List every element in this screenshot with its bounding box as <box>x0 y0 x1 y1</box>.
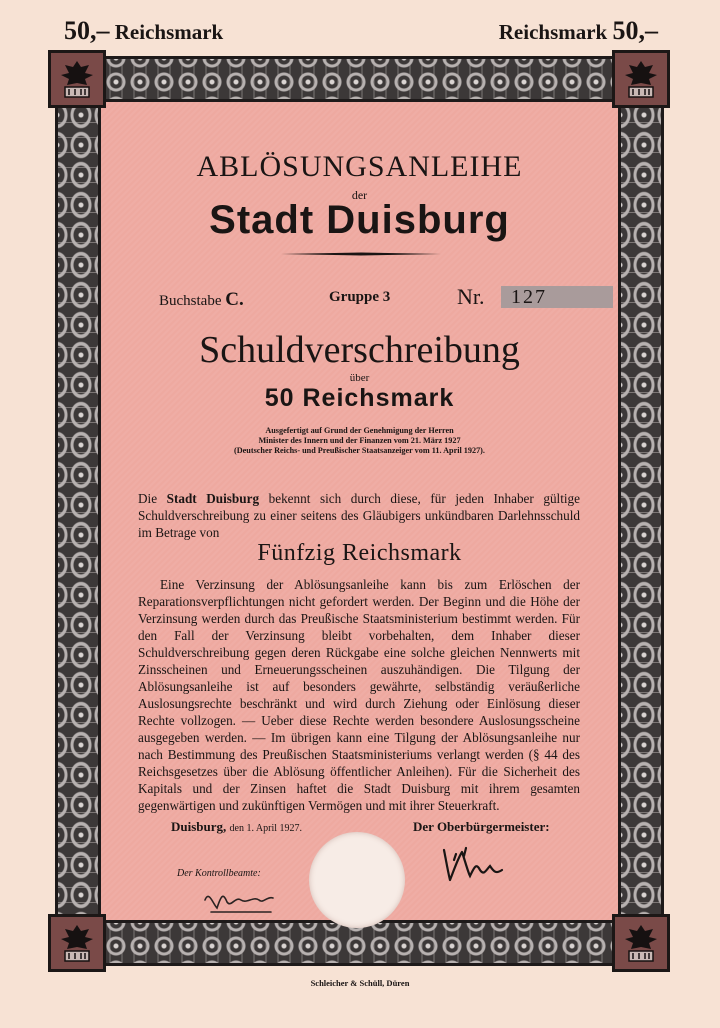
serial-number: 127 <box>501 286 613 308</box>
group-value: 3 <box>382 289 391 305</box>
document-type: Schuldverschreibung <box>199 329 520 371</box>
embossed-seal <box>309 832 405 928</box>
over-word: über <box>349 372 370 384</box>
decorative-rule <box>281 252 441 256</box>
issuer-name: Stadt Duisburg <box>209 198 510 242</box>
authorization-note-line: Minister des Innern und der Finanzen vom 21. März 1927 <box>258 436 461 445</box>
terms-paragraph: Eine Verzinsung der Ablösungsanleihe kann bis zum Erlöschen der Reparationsverpflichtungen nicht gefordert werden. Der Beginn und die Höhe der Verzinsung werden durch das Preußische Staatsministerium bestimmt werden. Für den Fall der Verzinsung bleibt vorbehalten, dem Inhaber dieser Schuldverschreibung gegen deren Rückgabe eine solche gleichen Nennwerts mit Zinsscheinen und Erneuerungsscheinen auszuhändigen. Die Tilgung der Ablösungsanleihe ist auf besonders gewährte, selbständig veräußerliche Auslosungsrechte beschränkt und wird durch Ziehung oder Einlösung dieser Rechte vollzogen. — Ueber diese Rechte werden besondere Auslosungsscheine ausgegeben werden. — Im übrigen kann eine Tilgung der Ablösungsanleihe nur nach Bestimmung des Preußischen Staatsministeriums verlangt werden (§ 44 des Reichsgesetzes über die Ablösung öffentlicher Anleihen). Für die Sicherheit des Kapitals und der Zinsen haftet die Stadt Duisburg mit ihrem gesamten gegenwärtigen und zukünftigen Vermögen und mit ihrer Steuerkraft. <box>138 577 580 813</box>
authorization-note-line: (Deutscher Reichs- und Preußischer Staatsanzeiger vom 11. April 1927). <box>234 446 485 455</box>
controller-signature <box>201 882 281 918</box>
group-field: Gruppe 3 <box>329 289 391 305</box>
ornamental-border-right <box>618 100 664 922</box>
intro-paragraph: Die Stadt Duisburg bekennt sich durch diese, für jeden Inhaber gültige Schuldverschreibung zu einer seitens des Gläubigers unkündbaren Darlehnsschuld im Betrage von <box>138 491 580 540</box>
identifier-row <box>159 284 579 312</box>
coat-of-arms-icon <box>48 914 106 972</box>
mayor-signature <box>436 840 516 886</box>
amount-in-words: Fünfzig Reichsmark <box>257 540 462 566</box>
coat-of-arms-icon <box>612 50 670 108</box>
ornamental-border-left <box>55 100 101 922</box>
heading-article: der <box>351 188 368 202</box>
certificate-heading: ABLÖSUNGSANLEIHE <box>196 150 523 183</box>
ornamental-border-top <box>104 56 616 102</box>
letter-value: C. <box>225 289 244 310</box>
mayor-label: Der Oberbürgermeister: <box>413 819 550 834</box>
face-amount: 50 Reichsmark <box>264 384 455 412</box>
printer-imprint: Schleicher & Schüll, Düren <box>310 978 410 988</box>
place-date: Duisburg, den 1. April 1927. <box>171 819 303 834</box>
controller-label: Der Kontrollbeamte: <box>177 868 261 879</box>
letter-field: Buchstabe C. <box>159 289 244 310</box>
corner-value-right: Reichsmark 50,– <box>498 16 658 45</box>
coat-of-arms-icon <box>612 914 670 972</box>
coat-of-arms-icon <box>48 50 106 108</box>
corner-value-left: 50,– Reichsmark <box>64 16 224 45</box>
number-label: Nr. <box>457 284 485 309</box>
authorization-note-line: Ausgefertigt auf Grund der Genehmigung der Herren <box>265 426 454 435</box>
certificate-panel <box>101 102 618 920</box>
